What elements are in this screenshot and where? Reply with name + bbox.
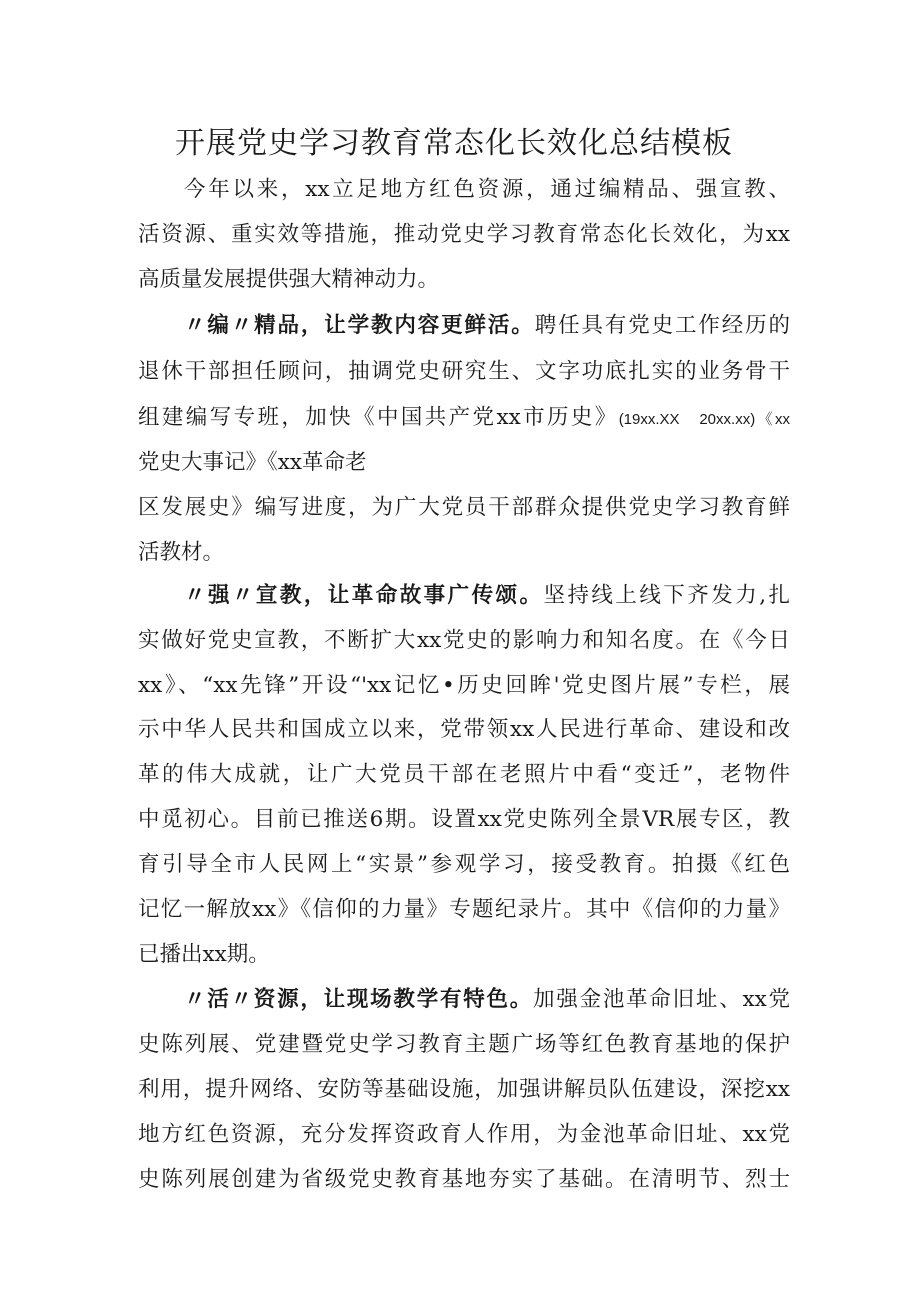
document-title: 开展党史学习教育常态化长效化总结模板 bbox=[175, 126, 733, 161]
paragraph-1-line-3: 高质量发展提供强大精神动力。 bbox=[138, 267, 440, 292]
paragraph-3-line-8: 记忆一解放xx》《信仰的力量》专题纪录片。其中《信仰的力量》 bbox=[138, 897, 790, 922]
paragraph-3-line-3: xx》、“xx先锋”开设“'xx记忆•历史回眸'党史图片展”专栏，展 bbox=[138, 673, 790, 698]
paragraph-2-line-1 bbox=[184, 310, 790, 342]
paragraph-2-line-5: 区发展史》编写进度，为广大党员干部群众提供党史学习教育鲜 bbox=[138, 495, 790, 520]
paragraph-2-line-3 bbox=[138, 402, 790, 434]
paragraph-4-lead: 〃活〃资源，让现场教学有特色。 bbox=[184, 987, 534, 1012]
paragraph-1-line-1: 今年以来，xx立足地方红色资源，通过编精品、强宣教、 bbox=[184, 177, 790, 202]
paragraph-3-line-7: 育引导全市人民网上“实景”参观学习，接受教育。拍摄《红色 bbox=[138, 852, 790, 877]
paragraph-2-line-1-text: 聘任具有党史工作经历的 bbox=[534, 313, 790, 338]
paragraph-3-line-1-text: 坚持线上线下齐发力,扎 bbox=[543, 583, 790, 608]
paragraph-4-line-1 bbox=[184, 984, 790, 1016]
paragraph-2-date-range: (19xx.XX 20xx.xx)《xx bbox=[618, 411, 790, 428]
paragraph-4-line-3: 利用，提升网络、安防等基础设施，加强讲解员队伍建设，深挖xx bbox=[138, 1077, 790, 1102]
paragraph-4-line-1-text: 加强金池革命旧址、xx党 bbox=[533, 987, 790, 1012]
paragraph-2-line-4: 党史大事记》《xx革命老 bbox=[138, 450, 367, 475]
paragraph-3-line-9: 已播出xx期。 bbox=[138, 942, 270, 967]
paragraph-3-line-1 bbox=[184, 580, 790, 612]
paragraph-3-line-5: 革的伟大成就，让广大党员干部在老照片中看“变迁”，老物件 bbox=[138, 762, 790, 787]
paragraph-1-line-2: 活资源、重实效等措施，推动党史学习教育常态化长效化，为xx bbox=[138, 222, 790, 247]
paragraph-2-line-2: 退休干部担任顾问，抽调党史研究生、文字功底扎实的业务骨干 bbox=[138, 359, 790, 384]
paragraph-2-line-6: 活教材。 bbox=[138, 540, 225, 565]
paragraph-4-line-4: 地方红色资源，充分发挥资政育人作用，为金池革命旧址、xx党 bbox=[138, 1122, 790, 1147]
paragraph-3-line-2: 实做好党史宣教，不断扩大xx党史的影响力和知名度。在《今日 bbox=[138, 628, 790, 653]
paragraph-2-lead: 〃编〃精品，让学教内容更鲜活。 bbox=[184, 313, 535, 338]
paragraph-4-line-5: 史陈列展创建为省级党史教育基地夯实了基础。在清明节、烈士 bbox=[138, 1167, 790, 1192]
paragraph-3-line-4: 示中华人民共和国成立以来，党带领xx人民进行革命、建设和改 bbox=[138, 717, 790, 742]
paragraph-4-line-2: 史陈列展、党建暨党史学习教育主题广场等红色教育基地的保护 bbox=[138, 1032, 790, 1057]
paragraph-3-line-6: 中觅初心。目前已推送6期。设置xx党史陈列全景VR展专区，教 bbox=[138, 807, 790, 832]
paragraph-3-lead: 〃强〃宣教，让革命故事广传颂。 bbox=[184, 583, 544, 608]
paragraph-2-line-3-text: 组建编写专班，加快《中国共产党xx市历史》 bbox=[138, 405, 619, 430]
